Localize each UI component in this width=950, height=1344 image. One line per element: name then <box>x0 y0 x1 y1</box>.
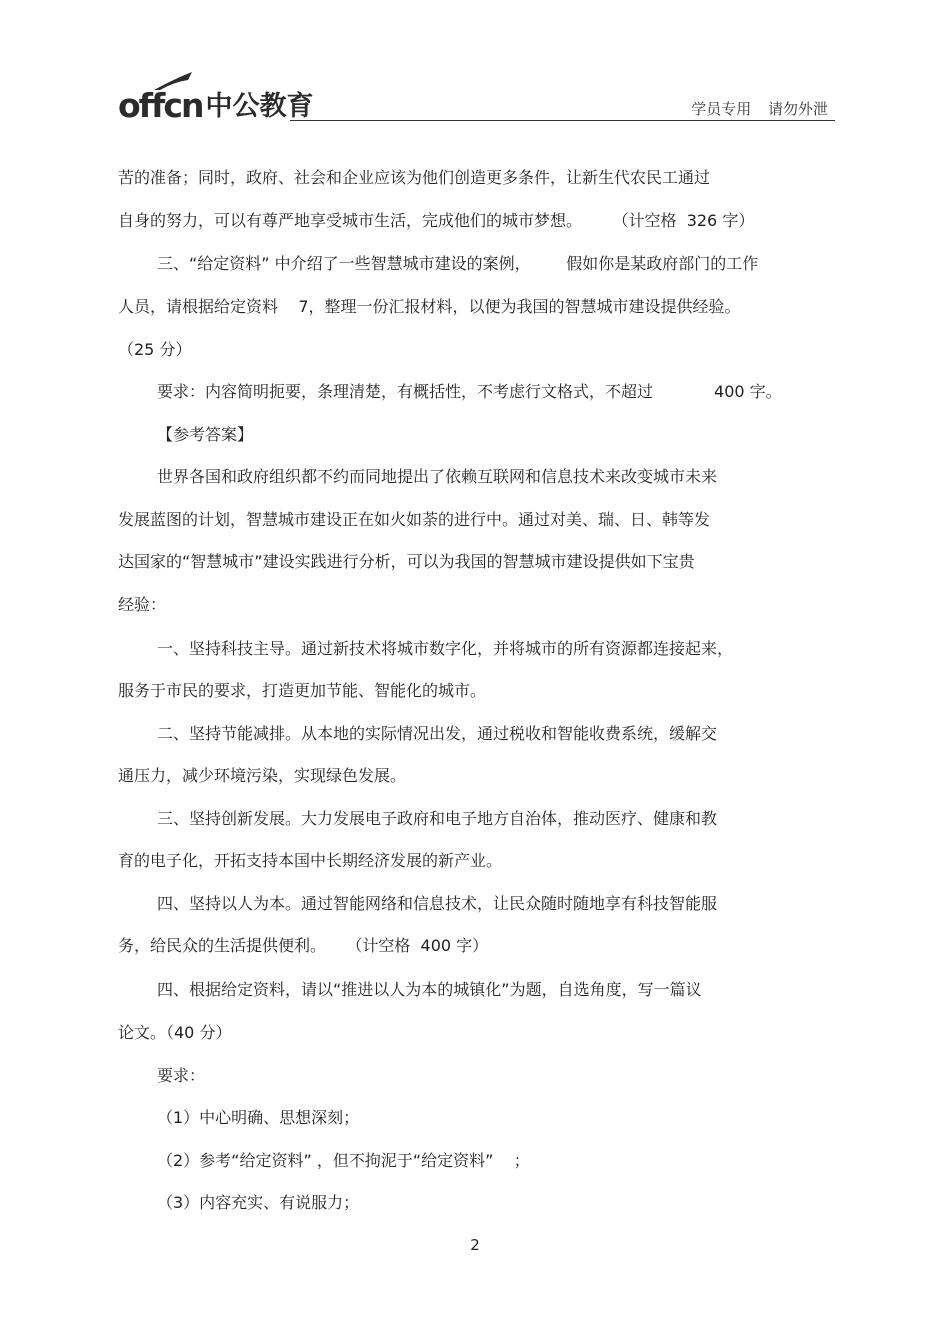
question-3-line: 三、“给定资料” 中介绍了一些智慧城市建设的案例， 假如你是某政府部门的工作 <box>157 254 759 273</box>
body-line: 自身的努力，可以有尊严地享受城市生活，完成他们的城市梦想。 （计空格 326 字） <box>118 211 755 230</box>
page-number: 2 <box>470 1236 480 1254</box>
body-line: 人员，请根据给定资料 7，整理一份汇报材料，以便为我国的智慧城市建设提供经验。 <box>118 297 741 316</box>
offcn-logo <box>118 82 314 125</box>
body-line: 务，给民众的生活提供便利。 （计空格 400 字） <box>118 936 489 955</box>
requirement-line: 要求：内容简明扼要，条理清楚，有概括性，不考虑行文格式，不超过 400 字。 <box>157 382 782 401</box>
body-line: 通压力，减少环境污染，实现绿色发展。 <box>118 766 407 785</box>
header-confidential-tag: 学员专用 请勿外泄 <box>691 100 828 118</box>
reference-answer-heading: 【参考答案】 <box>157 425 254 444</box>
requirement-item: （2）参考“给定资料” ，但不拘泥于“给定资料” ； <box>157 1151 530 1170</box>
body-line: 达国家的“智慧城市”建设实践进行分析，可以为我国的智慧城市建设提供如下宝贵 <box>118 552 695 571</box>
body-line: 论文。（40 分） <box>118 1023 232 1042</box>
requirement-item: （3）内容充实、有说服力； <box>157 1193 360 1212</box>
question-4-line: 四、根据给定资料，请以“推进以人为本的城镇化”为题，自选角度，写一篇议 <box>157 980 702 999</box>
body-line: 育的电子化，开拓支持本国中长期经济发展的新产业。 <box>118 851 503 870</box>
logo-chinese-text: 中公教育 <box>205 91 314 122</box>
header-rule <box>290 120 835 121</box>
body-line: 发展蓝图的计划，智慧城市建设正在如火如荼的进行中。通过对美、瑞、日、韩等发 <box>118 510 711 529</box>
body-line: 世界各国和政府组织都不约而同地提出了依赖互联网和信息技术来改变城市未来 <box>157 467 718 486</box>
requirement-item: （1）中心明确、思想深刻； <box>157 1108 360 1127</box>
body-line: 服务于市民的要求，打造更加节能、智能化的城市。 <box>118 681 487 700</box>
body-line: 三、坚持创新发展。大力发展电子政府和电子地方自治体，推动医疗、健康和教 <box>157 809 718 828</box>
body-line: 经验： <box>118 595 167 614</box>
requirement-heading: 要求： <box>157 1066 206 1085</box>
logo-latin-text: offcn <box>118 86 203 125</box>
body-line: （25 分） <box>118 340 192 359</box>
body-line: 四、坚持以人为本。通过智能网络和信息技术，让民众随时随地享有科技智能服 <box>157 894 718 913</box>
body-line: 一、坚持科技主导。通过新技术将城市数字化，并将城市的所有资源都连接起来， <box>157 639 734 658</box>
body-line: 苦的准备；同时，政府、社会和企业应该为他们创造更多条件，让新生代农民工通过 <box>118 168 711 187</box>
body-line: 二、坚持节能减排。从本地的实际情况出发，通过税收和智能收费系统，缓解交 <box>157 724 718 743</box>
